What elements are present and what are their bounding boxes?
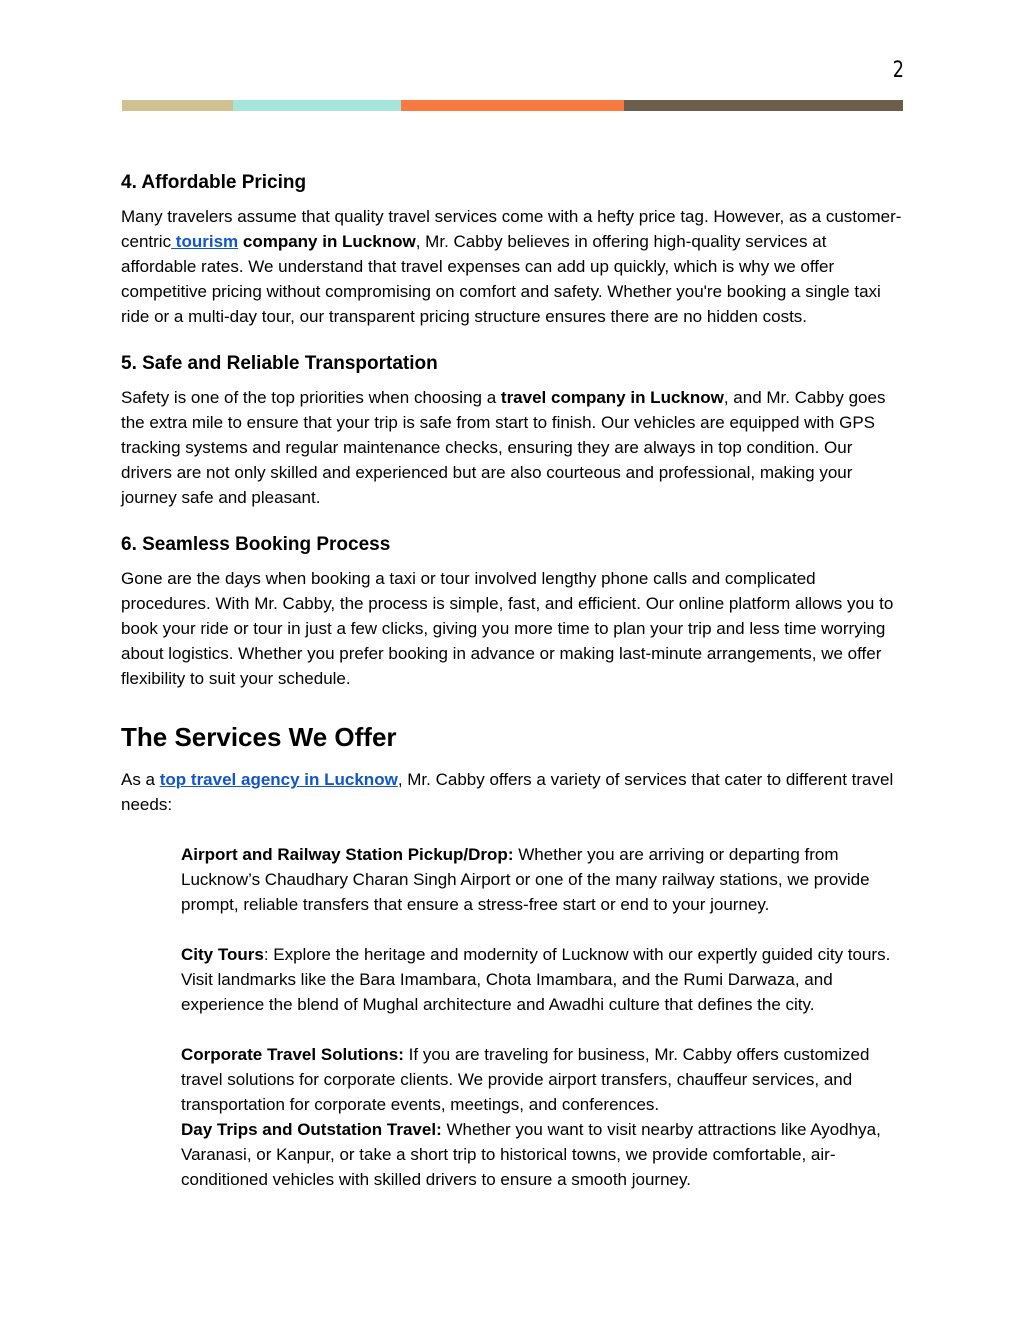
section-heading: 6. Seamless Booking Process [121,534,391,555]
services-heading: The Services We Offer [121,722,397,752]
service-text: If you are traveling for business, Mr. Cabby offers customized travel solutions for corporate clients. We provide airport transfers, chauffeur services, and transportation for corporate events, meetings, and conferences. [181,1045,870,1114]
intro-text: , Mr. Cabby offers a variety of services that cater to different travel needs: [121,770,894,814]
section-heading: 5. Safe and Reliable Transportation [121,353,438,374]
color-bar-segment-1 [122,100,233,111]
service-text: Whether you are arriving or departing from Lucknow’s Chaudhary Charan Singh Airport or one of the many railway stations, we provide prompt, reliable transfers that ensure a stress-free start or end to your journey. [181,845,870,914]
bold-phrase: company in Lucknow [238,232,416,251]
section-heading: 4. Affordable Pricing [121,172,307,193]
paragraph-text: Safety is one of the top priorities when choosing a [121,388,501,407]
document-body [121,170,905,1192]
decorative-color-bar [122,100,903,111]
services-list [121,842,905,1192]
service-title: City Tours [181,945,264,964]
services-intro [121,767,905,817]
section-paragraph [121,385,905,510]
paragraph-text: , Mr. Cabby believes in offering high-quality services at affordable rates. We understand that travel expenses can add up quickly, which is why we offer competitive pricing without compromising on comfort and safety. Whether you're booking a single taxi ride or a multi-day tour, our transparent pricing structure ensures there are no hidden costs. [121,232,881,326]
tourism-link[interactable]: tourism [171,232,239,251]
paragraph-text: , and Mr. Cabby goes the extra mile to ensure that your trip is safe from start to finish. Our vehicles are equipped with GPS tracking systems and regular maintenance checks, ensuring they are always in top condition. Our drivers are not only skilled and experienced but are also courteous and professional, making your journey safe and pleasant. [121,388,886,507]
service-text: Whether you want to visit nearby attractions like Ayodhya, Varanasi, or Kanpur, or take a short trip to historical towns, we provide comfortable, air-conditioned vehicles with skilled drivers to ensure a smooth journey. [181,1120,881,1189]
section-seamless-booking [121,532,905,691]
color-bar-segment-2 [233,100,401,111]
section-safe-transportation [121,351,905,510]
color-bar-segment-4 [624,100,903,111]
service-title: Corporate Travel Solutions: [181,1045,404,1064]
service-item-corporate [181,1042,905,1117]
section-affordable-pricing [121,170,905,329]
service-title: Airport and Railway Station Pickup/Drop: [181,845,514,864]
top-travel-agency-link[interactable]: top travel agency in Lucknow [159,770,398,789]
service-item-airport [181,842,905,917]
paragraph-text: Many travelers assume that quality travel services come with a hefty price tag. However, as a customer-centric [121,207,902,251]
service-item-day-trips [181,1117,905,1192]
service-item-city-tours [181,942,905,1017]
section-paragraph [121,204,905,329]
page-number: 2 [892,58,904,83]
service-title: Day Trips and Outstation Travel: [181,1120,442,1139]
section-paragraph: Gone are the days when booking a taxi or tour involved lengthy phone calls and complicated procedures. With Mr. Cabby, the process is simple, fast, and efficient. Our online platform allows you to book your ride or tour in just a few clicks, giving you more time to plan your trip and less time worrying about logistics. Whether you prefer booking in advance or making last-minute arrangements, we offer flexibility to suit your schedule. [121,569,894,688]
service-text: : Explore the heritage and modernity of Lucknow with our expertly guided city tours. Visit landmarks like the Bara Imambara, Chota Imambara, and the Rumi Darwaza, and experience the blend of Mughal architecture and Awadhi culture that defines the city. [181,945,891,1014]
bold-phrase: travel company in Lucknow [500,388,724,407]
color-bar-segment-3 [401,100,624,111]
intro-text: As a [121,770,160,789]
